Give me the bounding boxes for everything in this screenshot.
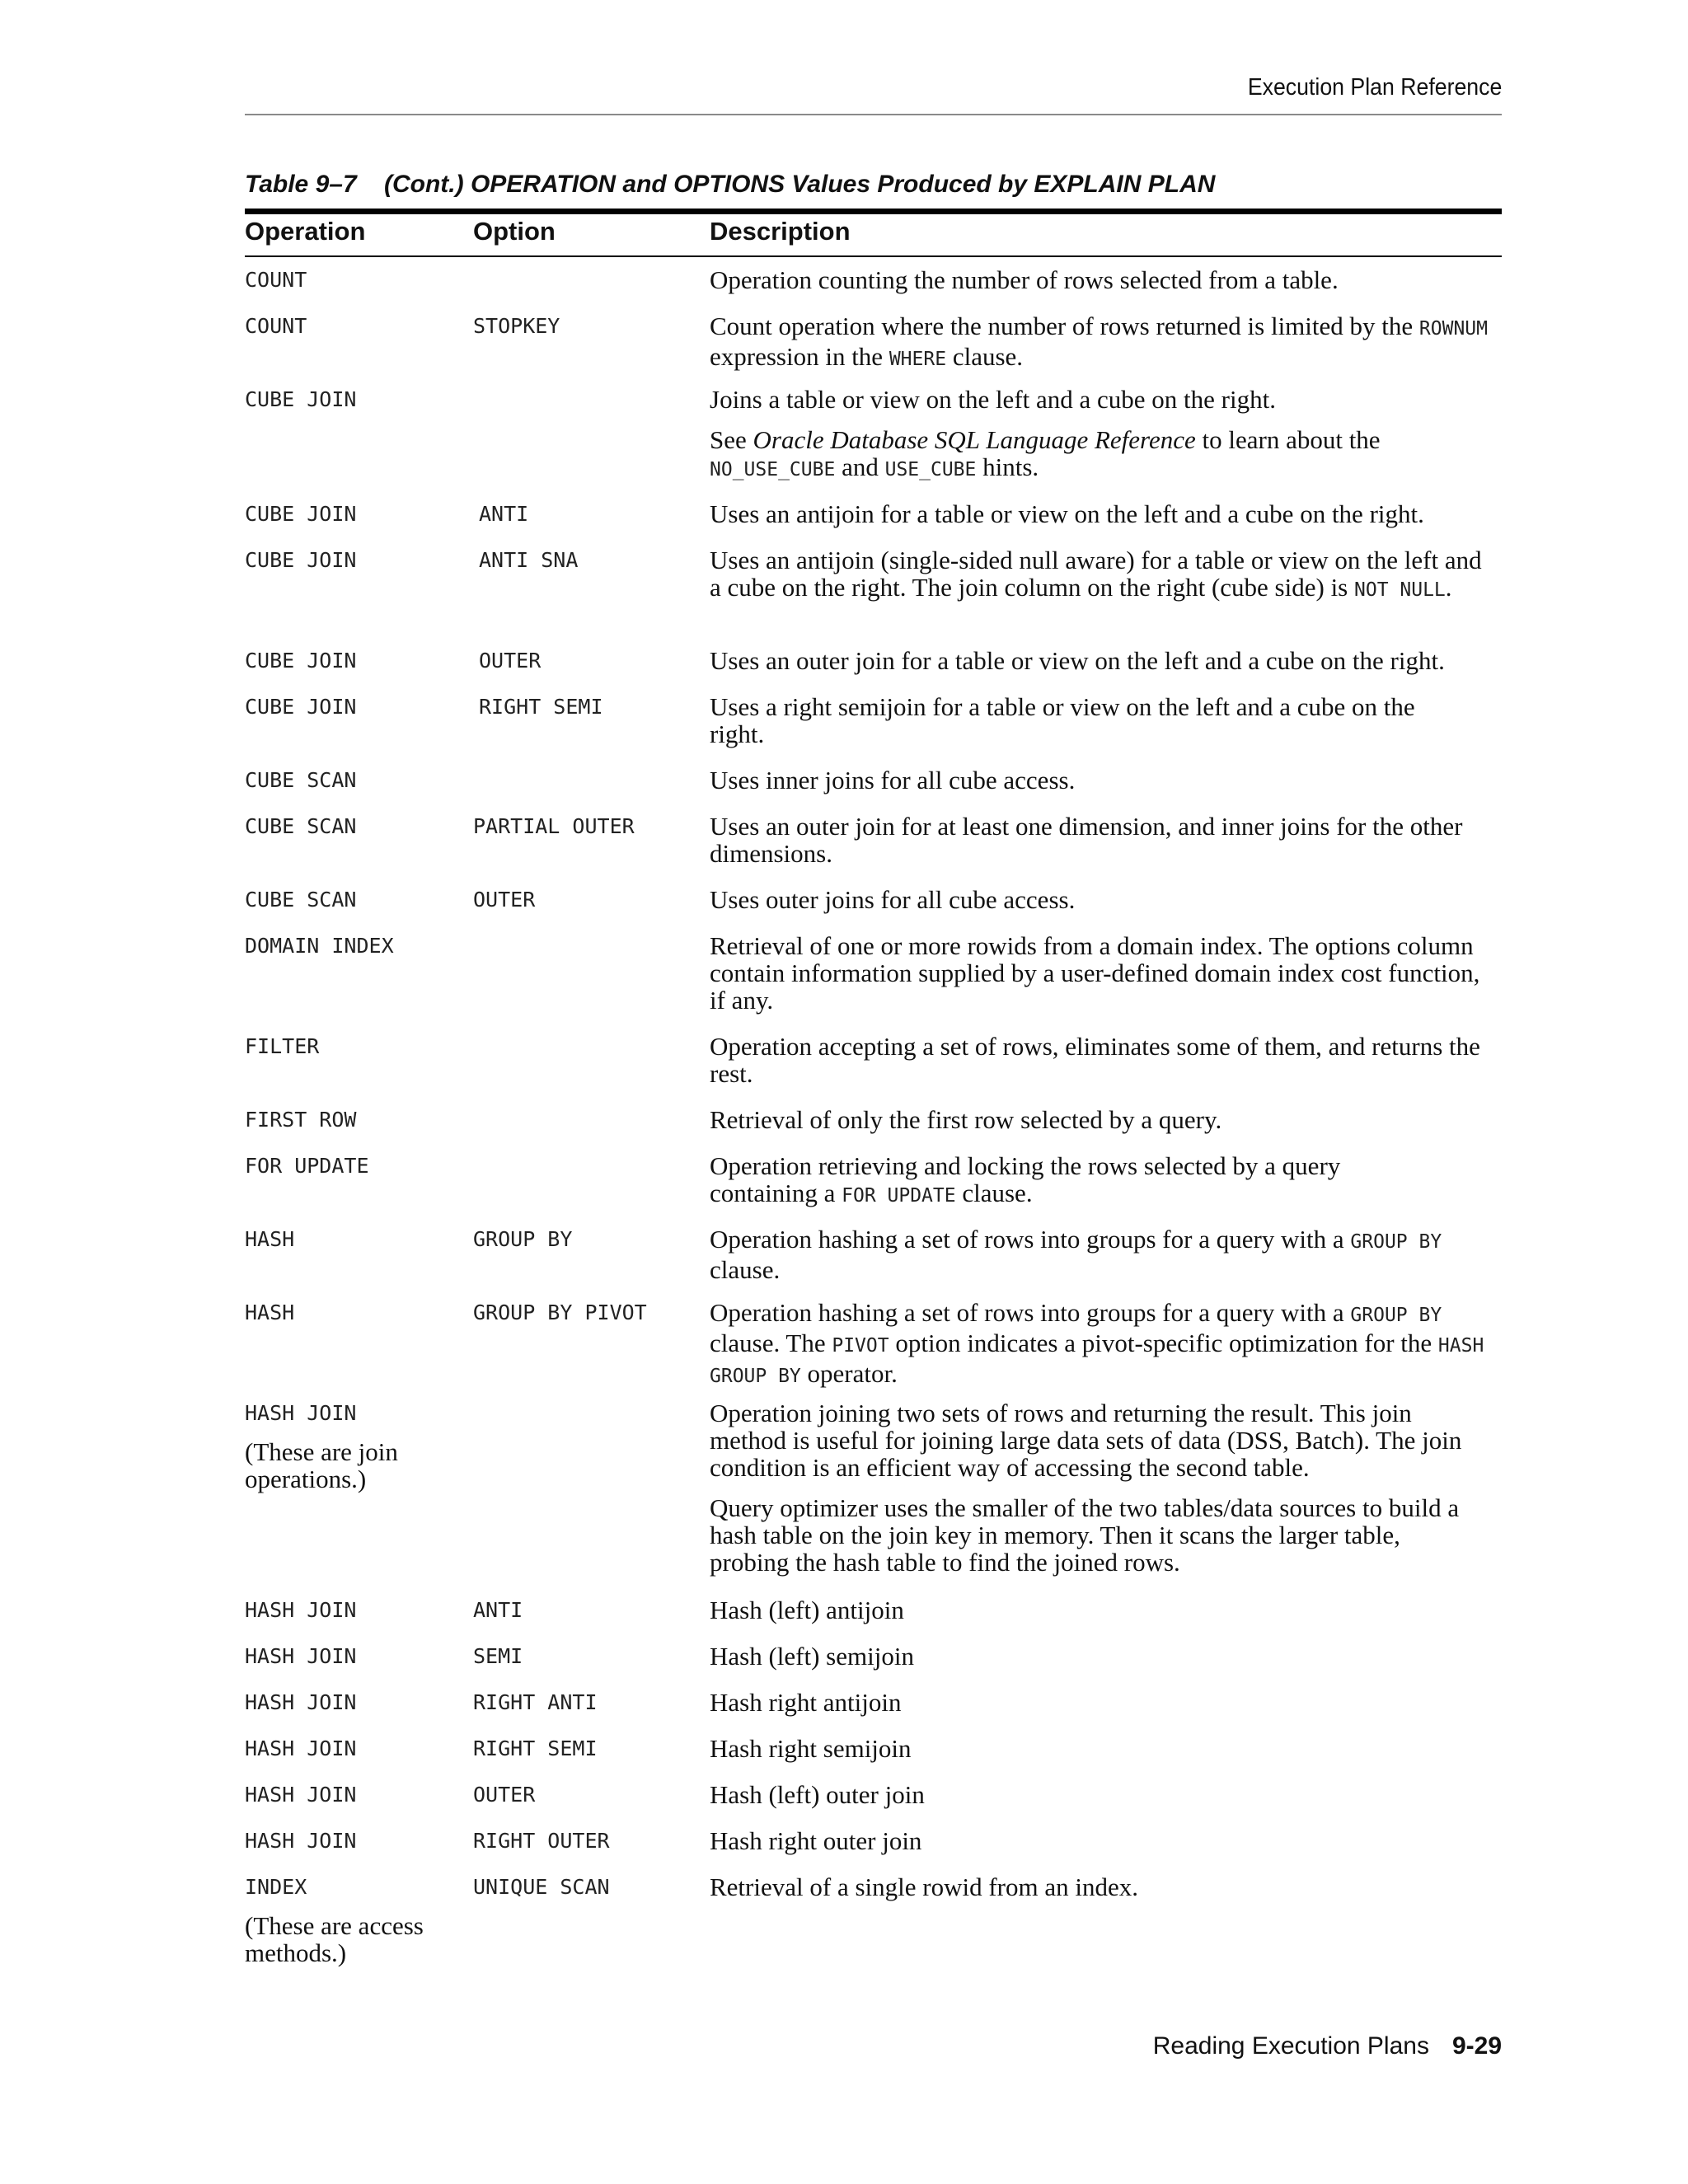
- description-cell: Operation counting the number of rows selected from a table.: [710, 265, 1339, 294]
- description-cell: Operation hashing a set of rows into groups for a query with a GROUP BY clause. The PIVOT option indicates a pivot-specific optimization for the HASH GROUP BY operator.: [710, 1298, 1484, 1388]
- operation-cell: COUNT: [245, 268, 307, 292]
- option-cell: OUTER: [479, 649, 542, 673]
- book-title: Oracle Database SQL Language Reference: [753, 425, 1196, 454]
- footer-section-title: Reading Execution Plans: [1152, 2032, 1429, 2060]
- code-term: FOR UPDATE: [842, 1185, 956, 1207]
- operation-cell: FOR UPDATE: [245, 1154, 369, 1178]
- option-cell: RIGHT SEMI: [479, 695, 603, 719]
- description-cell: Hash (left) outer join: [710, 1780, 925, 1809]
- description-cell: Uses outer joins for all cube access.: [710, 885, 1076, 914]
- operation-cell: HASH: [245, 1301, 295, 1324]
- table-number: Table 9–7: [245, 171, 357, 198]
- description-cell: Hash right antijoin: [710, 1688, 902, 1717]
- operation-cell: CUBE SCAN: [245, 814, 357, 838]
- description-cell: Operation joining two sets of rows and returning the result. This join method is useful for joining large data sets of data (DSS, Batch). The join condition is an efficient way of accessing the second table. Query optimizer uses the smaller of the two tables/data sources to build a hash table on the join key in memory. Then it scans the larger table, probing the hash table to find the joined rows.: [710, 1399, 1462, 1577]
- code-term: ROWNUM: [1418, 318, 1488, 340]
- code-term: GROUP BY: [1350, 1305, 1442, 1326]
- operation-cell: HASH: [245, 1227, 295, 1251]
- operation-cell: HASH JOIN: [245, 1783, 357, 1807]
- page-number: 9-29: [1451, 2032, 1502, 2060]
- operation-cell: HASH JOIN: [245, 1829, 357, 1853]
- column-header-option: Option: [473, 217, 556, 246]
- option-cell: RIGHT ANTI: [473, 1690, 598, 1714]
- option-cell: RIGHT SEMI: [473, 1736, 598, 1760]
- option-cell: PARTIAL OUTER: [473, 814, 635, 838]
- code-term: PIVOT: [832, 1335, 889, 1357]
- operation-cell: FILTER: [245, 1034, 320, 1058]
- description-cell: Retrieval of a single rowid from an index.: [710, 1872, 1138, 1901]
- description-cell: Uses a right semijoin for a table or view on the left and a cube on the right.: [710, 692, 1415, 748]
- operation-cell: CUBE JOIN: [245, 649, 357, 673]
- operation-cell: CUBE JOIN: [245, 502, 357, 526]
- description-cell: Operation retrieving and locking the rows selected by a query containing a FOR UPDATE clause.: [710, 1151, 1341, 1207]
- description-cell: Hash (left) semijoin: [710, 1642, 914, 1671]
- description-cell: Count operation where the number of rows returned is limited by the ROWNUM expression in the WHERE clause.: [710, 312, 1488, 371]
- page-footer: [1153, 2032, 1502, 2060]
- description-cell: Uses inner joins for all cube access.: [710, 766, 1076, 794]
- operation-cell: HASH JOIN: [245, 1598, 357, 1622]
- running-header: Execution Plan Reference: [1247, 74, 1502, 101]
- operation-cell: HASH JOIN: [245, 1401, 357, 1425]
- description-cell: Uses an outer join for a table or view on the left and a cube on the right.: [710, 646, 1445, 675]
- operation-cell: CUBE SCAN: [245, 888, 357, 912]
- option-cell: STOPKEY: [473, 314, 560, 338]
- table-top-rule: [245, 209, 1502, 214]
- operation-cell: CUBE JOIN: [245, 548, 357, 572]
- code-term: USE_CUBE: [884, 459, 977, 480]
- description-cell: Uses an outer join for at least one dimension, and inner joins for the other dimensions.: [710, 812, 1463, 868]
- option-cell: UNIQUE SCAN: [473, 1875, 610, 1899]
- column-header-operation: Operation: [245, 217, 366, 246]
- operation-cell: HASH JOIN: [245, 1690, 357, 1714]
- operation-note: (These are access methods.): [245, 1911, 424, 1967]
- option-cell: SEMI: [473, 1644, 523, 1668]
- header-rule: [245, 114, 1502, 115]
- code-term: WHERE: [889, 349, 947, 370]
- description-cell: Retrieval of one or more rowids from a domain index. The options column contain information supplied by a user-defined domain index cost function, if any.: [710, 931, 1480, 1015]
- operation-cell: COUNT: [245, 314, 307, 338]
- option-cell: OUTER: [473, 1783, 536, 1807]
- description-cell: Operation accepting a set of rows, eliminates some of them, and returns the rest.: [710, 1032, 1480, 1088]
- description-cell: Operation hashing a set of rows into groups for a query with a GROUP BY clause.: [710, 1225, 1442, 1284]
- description-cell: Joins a table or view on the left and a cube on the right. See Oracle Database SQL Language Reference to learn about the NO_USE_CUBE and USE_CUBE hints.: [710, 385, 1381, 481]
- code-term: HASH GROUP BY: [710, 1335, 1484, 1387]
- description-cell: Uses an antijoin (single-sided null aware) for a table or view on the left and a cube on the right. The join column on the right (cube side) is NOT NULL.: [710, 546, 1482, 602]
- table-caption: [245, 171, 1215, 199]
- table-title: (Cont.) OPERATION and OPTIONS Values Produced by EXPLAIN PLAN: [383, 171, 1216, 198]
- option-cell: ANTI SNA: [479, 548, 579, 572]
- table-header-rule: [245, 255, 1502, 257]
- operation-cell: HASH JOIN: [245, 1644, 357, 1668]
- operation-cell: DOMAIN INDEX: [245, 934, 394, 958]
- description-cell: Hash right outer join: [710, 1826, 922, 1855]
- description-cell: Hash right semijoin: [710, 1734, 912, 1763]
- code-term: NO_USE_CUBE: [710, 459, 836, 480]
- operation-cell: HASH JOIN: [245, 1736, 357, 1760]
- option-cell: OUTER: [473, 888, 536, 912]
- operation-cell: CUBE JOIN: [245, 387, 357, 411]
- option-cell: RIGHT OUTER: [473, 1829, 610, 1853]
- option-cell: GROUP BY PIVOT: [473, 1301, 647, 1324]
- code-term: NOT NULL: [1354, 579, 1446, 601]
- description-cell: Uses an antijoin for a table or view on the left and a cube on the right.: [710, 499, 1424, 528]
- option-cell: GROUP BY: [473, 1227, 573, 1251]
- code-term: GROUP BY: [1350, 1231, 1442, 1253]
- description-cell: Retrieval of only the first row selected by a query.: [710, 1105, 1222, 1134]
- description-cell: Hash (left) antijoin: [710, 1596, 904, 1624]
- operation-cell: INDEX: [245, 1875, 307, 1899]
- option-cell: ANTI: [473, 1598, 523, 1622]
- operation-cell: CUBE JOIN: [245, 695, 357, 719]
- operation-cell: FIRST ROW: [245, 1108, 357, 1132]
- option-cell: ANTI: [479, 502, 529, 526]
- column-header-description: Description: [710, 217, 851, 246]
- operation-note: (These are join operations.): [245, 1437, 398, 1493]
- operation-cell: CUBE SCAN: [245, 768, 357, 792]
